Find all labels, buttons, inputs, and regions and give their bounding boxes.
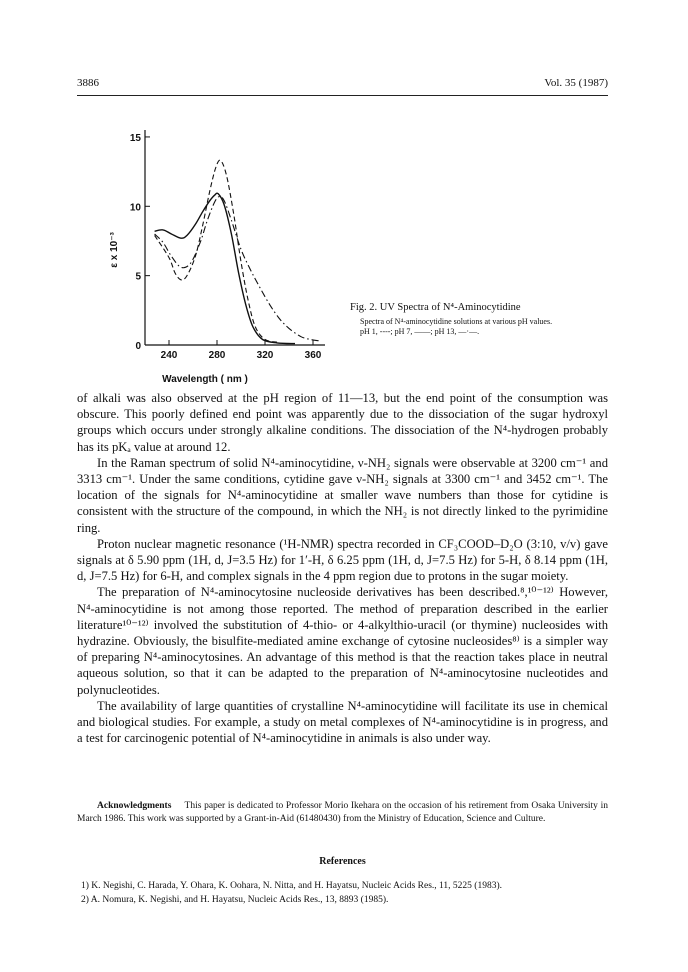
acknowledgments-label: Acknowledgments bbox=[97, 801, 172, 811]
figure-caption bbox=[350, 302, 612, 338]
x-tick-label: 320 bbox=[256, 350, 274, 361]
series-line-dashed bbox=[155, 160, 277, 342]
references-list bbox=[77, 879, 608, 907]
reference-item: 1) K. Negishi, C. Harada, Y. Ohara, K. Oohara, N. Nitta, and H. Hayatsu, Nucleic Acids Res., 11, 5225 (1983). bbox=[81, 881, 502, 891]
figure-title: Fig. 2. UV Spectra of N⁴-Aminocytidine bbox=[350, 302, 521, 313]
y-tick-label: 5 bbox=[135, 271, 141, 283]
figure-description: Spectra of N⁴-aminocytidine solutions at various pH values. bbox=[360, 317, 553, 326]
x-axis-label: Wavelength ( nm ) bbox=[162, 374, 248, 385]
journal-volume: Vol. 35 (1987) bbox=[544, 77, 608, 89]
page-number: 3886 bbox=[77, 77, 99, 89]
acknowledgments bbox=[77, 800, 608, 826]
chart-axes bbox=[145, 130, 325, 345]
body-text bbox=[77, 390, 608, 746]
y-tick-label: 15 bbox=[129, 132, 141, 144]
body-paragraph: Proton nuclear magnetic resonance (¹H-NMR) spectra recorded in CF₃COOD–D₂O (3:10, v/v) gave signals at δ 5.90 ppm (1H, d, J=3.5 Hz) for 1′-H, δ 6.25 ppm (1H, d, J=7.5 Hz) for 5-H, δ 8.14 ppm (1H, d, J=7.5 Hz) for 6-H, and complex signals in the 4 ppm region due to protons in the sugar moiety. bbox=[77, 536, 608, 584]
body-paragraph: The availability of large quantities of crystalline N⁴-aminocytidine will facilitate its use in chemical and biological studies. For example, a study on metal complexes of N⁴-aminocytidine is in progress, and a test for carcinogenic potential of N⁴-aminocytidine in animals is also under way. bbox=[77, 698, 608, 746]
x-tick-label: 280 bbox=[208, 350, 226, 361]
chart-series bbox=[155, 160, 319, 343]
body-paragraph: The preparation of N⁴-aminocytosine nucleoside derivatives has been described.⁸,¹⁰⁻¹²⁾ However, N⁴-aminocytidine is not among those reported. The method of preparation described in the earlier literature¹⁰⁻¹²⁾ involved the substitution of 4-thio- or 4-alkylthio-uracil (or thymine) nucleosides with hydrazine. Obviously, the bisulfite-mediated amine exchange of cytosine nucleosides⁸⁾ is a simpler way of preparing N⁴-aminocytosines. An advantage of this method is that the reaction takes place in neutral aqueous solution, so that it can be adapted to the preparation of N⁴-aminocytosine nucleotides and polynucleotides. bbox=[77, 585, 608, 697]
x-tick-label: 240 bbox=[160, 350, 178, 361]
y-axis-label: ε x 10⁻³ bbox=[109, 232, 120, 268]
header-rule bbox=[77, 95, 608, 96]
y-tick-label: 0 bbox=[135, 341, 141, 352]
reference-item: 2) A. Nomura, K. Negishi, and H. Hayatsu, Nucleic Acids Res., 13, 8893 (1985). bbox=[81, 895, 389, 905]
y-tick-label: 10 bbox=[129, 202, 141, 214]
figure-legend-line: pH 1, ----; pH 7, ——; pH 13, —·—. bbox=[360, 327, 480, 337]
acknowledgments-text: This paper is dedicated to Professor Morio Ikehara on the occasion of his retirement from Osaka University in March 1986. This work was supported by a Grant-in-Aid (61480430) from the Ministry of Education, Science and Culture. bbox=[77, 801, 608, 824]
uv-spectra-chart bbox=[105, 120, 345, 390]
series-line-solid bbox=[155, 193, 295, 343]
body-paragraph: of alkali was also observed at the pH region of 11—13, but the end point of the consumption was obscure. This poorly defined end point was apparently due to the dissociation of the sugar hydroxyl groups which occurs under strongly alkaline conditions. The dissociation of the N⁴-hydrogen probably has its pKₐ value at around 12. bbox=[77, 391, 608, 454]
body-paragraph: In the Raman spectrum of solid N⁴-aminocytidine, ν-NH₂ signals were observable at 3200 cm⁻¹ and 3313 cm⁻¹. Under the same conditions, cytidine gave ν-NH₂ signals at 3300 cm⁻¹ and 3452 cm⁻¹. The location of the signals for N⁴-aminocytidine at smaller wave numbers than those for cytidine is consistent with the structure of the compound, in which the NH₂ is not directly linked to the pyrimidine ring. bbox=[77, 455, 608, 535]
series-line-dashdot bbox=[155, 197, 319, 341]
x-tick-label: 360 bbox=[304, 350, 322, 361]
references-title: References bbox=[319, 856, 366, 867]
chart-ticks bbox=[130, 133, 322, 361]
